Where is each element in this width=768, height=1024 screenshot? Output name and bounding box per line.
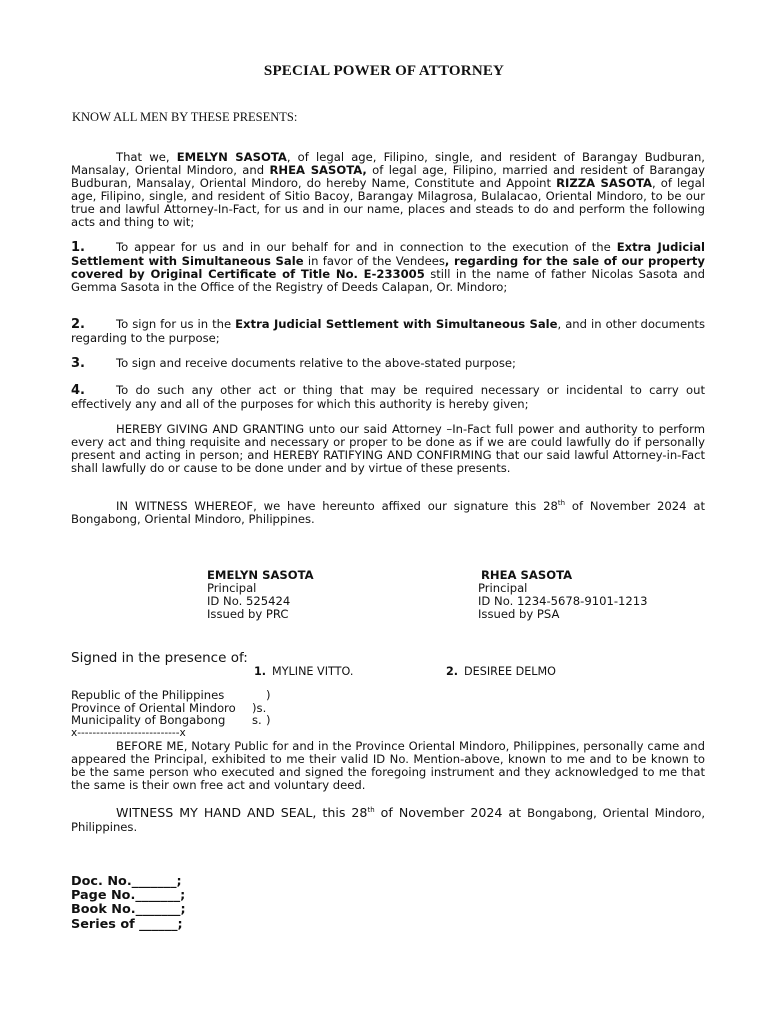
witness-hand-text: Bongabong, Oriental Mindoro, Philippines. <box>71 806 706 834</box>
item-bold-text: , regarding for the sale of our property covered by Original Certificate of Title No. E-233005 <box>71 253 705 281</box>
witness-hand-text: WITNESS MY HAND AND SEAL, this 28 <box>116 805 368 820</box>
ordinal-suffix: th <box>557 499 566 508</box>
notarial-register-block <box>71 875 186 932</box>
signatory-block-2 <box>478 569 648 621</box>
witness-hand-paragraph <box>71 806 705 834</box>
item-2 <box>71 318 705 345</box>
witness-number: 2. <box>446 665 459 678</box>
item-4 <box>71 384 705 411</box>
item-text: , and in other documents regarding to the purpose; <box>71 317 706 345</box>
page-no-line: Page No._______; <box>71 888 186 904</box>
item-text: To sign and receive documents relative to the above-stated purpose; <box>116 356 516 370</box>
item-text: still in the name of father Nicolas Sasota and Gemma Sasota in the Office of the Registry of Deeds Calapan, Or. Mindoro; <box>71 266 705 294</box>
item-3 <box>71 357 705 371</box>
witness-whereof-text: of November 2024 at Bongabong, Oriental Mindoro, Philippines. <box>71 499 705 526</box>
item-bold-text: Extra Judicial Settlement with Simultaneous Sale <box>235 317 558 331</box>
witness-name: DESIREE DELMO <box>464 665 556 678</box>
venue-bracket: ) <box>266 688 271 702</box>
signatory-issuer: Issued by PSA <box>478 607 560 621</box>
intro-paragraph <box>71 151 705 228</box>
venue-block <box>71 688 271 739</box>
item-number: 2. <box>71 317 85 332</box>
principal-1-name: EMELYN SASOTA <box>176 150 287 164</box>
item-text: in favor of the Vendees <box>303 253 445 268</box>
witness-1 <box>254 665 353 678</box>
book-no-line: Book No._______; <box>71 902 186 918</box>
venue-line: Municipality of Bongabong <box>71 713 226 728</box>
signatory-role: Principal <box>478 581 528 595</box>
item-1 <box>71 241 705 294</box>
item-number: 3. <box>71 356 85 371</box>
signatory-id: ID No. 525424 <box>207 594 291 608</box>
witness-name: MYLINE VITTO. <box>272 665 354 678</box>
witness-hand-text: of November 2024 at <box>374 805 528 820</box>
intro-text: , of legal age, Filipino, single, and resident of Barangay Budburan, Mansalay, Oriental Mindoro, and <box>71 150 705 177</box>
series-line: Series of ______; <box>71 916 183 932</box>
doc-no-line: Doc. No._______; <box>71 874 182 889</box>
notary-paragraph: BEFORE ME, Notary Public for and in the Province Oriental Mindoro, Philippines, personally came and appeared the Principal, exhibited to me their valid ID No. Mention-above, known to me and to be known to be the same person who executed and signed the foregoing instrument and they acknowledged to me that the same is their own free act and voluntary deed. <box>71 739 705 792</box>
principal-2-name: RHEA SASOTA, <box>269 162 367 177</box>
item-text: To appear for us and in our behalf for and in connection to the execution of the <box>116 240 617 254</box>
item-text: To do such any other act or thing that may be required necessary or incidental to carry out effectively any and all of the purposes for which this authority is hereby given; <box>71 383 705 411</box>
signatory-name: EMELYN SASOTA <box>207 568 314 582</box>
signatory-block-1 <box>207 569 314 621</box>
venue-line: Republic of the Philippines <box>71 688 225 702</box>
item-number: 1. <box>71 240 85 255</box>
item-text: To sign for us in the <box>116 317 236 331</box>
intro-text: That we, <box>116 150 177 164</box>
venue-separator: x---------------------------x <box>71 726 186 739</box>
witness-whereof-text: IN WITNESS WHEREOF, we have hereunto affixed our signature this 28 <box>116 499 558 513</box>
signatory-name: RHEA SASOTA <box>481 568 573 582</box>
attorney-name: RIZZA SASOTA <box>556 175 653 190</box>
witness-2 <box>446 665 556 678</box>
signatory-id: ID No. 1234-5678-9101-1213 <box>478 594 648 608</box>
venue-bracket: )s. s. <box>252 700 267 728</box>
item-number: 4. <box>71 383 85 398</box>
ordinal-suffix: th <box>367 805 375 814</box>
venue-line: Province of Oriental Mindoro <box>71 700 236 715</box>
intro-text: , of legal age, Filipino, single, and resident of Sitio Bacoy, Barangay Milagrosa, Bulalacao, Oriental Mindoro, to be our true and lawful Attorney-In-Fact, for us and in our name, places and steads to do and perform the following acts and thing to wit; <box>71 175 705 229</box>
venue-bracket: ) <box>266 713 271 728</box>
item-bold-text: Extra Judicial Settlement with Simultaneous Sale <box>71 240 705 268</box>
salutation: KNOW ALL MEN BY THESE PRESENTS: <box>72 110 298 124</box>
granting-paragraph: HEREBY GIVING AND GRANTING unto our said Attorney –In-Fact full power and authority to perform every act and thing requisite and necessary or proper to be done as if we are could lawfully do if personally present and acting in person; and HEREBY RATIFYING AND CONFIRMING that our said lawful Attorney-in-Fact shall lawfully do or cause to be done under and by virtue of these presents. <box>71 422 705 475</box>
signatory-role: Principal <box>207 581 257 595</box>
intro-text: of legal age, Filipino, married and resident of Barangay Budburan, Mansalay, Oriental Mindoro, do hereby Name, Constitute and Appoint <box>71 162 705 190</box>
presence-label: Signed in the presence of: <box>71 650 248 666</box>
witness-number: 1. <box>254 665 267 678</box>
witness-whereof-paragraph <box>71 500 705 526</box>
document-title: SPECIAL POWER OF ATTORNEY <box>263 63 505 79</box>
signatory-issuer: Issued by PRC <box>207 607 289 621</box>
